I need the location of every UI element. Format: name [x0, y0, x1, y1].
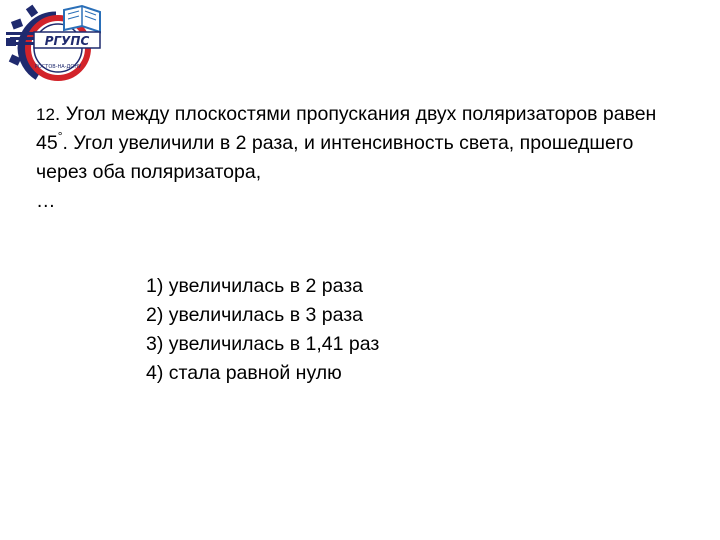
answer-options	[146, 272, 379, 388]
answer-option-4: 4) стала равной нулю	[146, 362, 342, 384]
question-ellipsis: …	[36, 190, 56, 212]
degree-symbol: °	[57, 128, 63, 143]
answer-option-1: 1) увеличилась в 2 раза	[146, 275, 364, 297]
question-number: 12	[36, 105, 55, 124]
logo-text: РГУПС	[44, 34, 90, 48]
question-part-2: . Угол увеличили в 2 раза, и интенсивность света, прошедшего через оба поляризатора,	[36, 132, 634, 183]
question-text	[36, 100, 676, 216]
question-part-1: . Угол между плоскостями пропускания двух поляризаторов равен 45	[36, 103, 657, 154]
logo-ring-text: РОСТОВ-НА-ДОНУ	[34, 64, 82, 70]
answer-option-3: 3) увеличилась в 1,41 раз	[146, 333, 380, 355]
university-logo	[4, 2, 108, 84]
answer-option-2: 2) увеличилась в 3 раза	[146, 304, 364, 326]
rgups-emblem-icon	[4, 2, 108, 84]
